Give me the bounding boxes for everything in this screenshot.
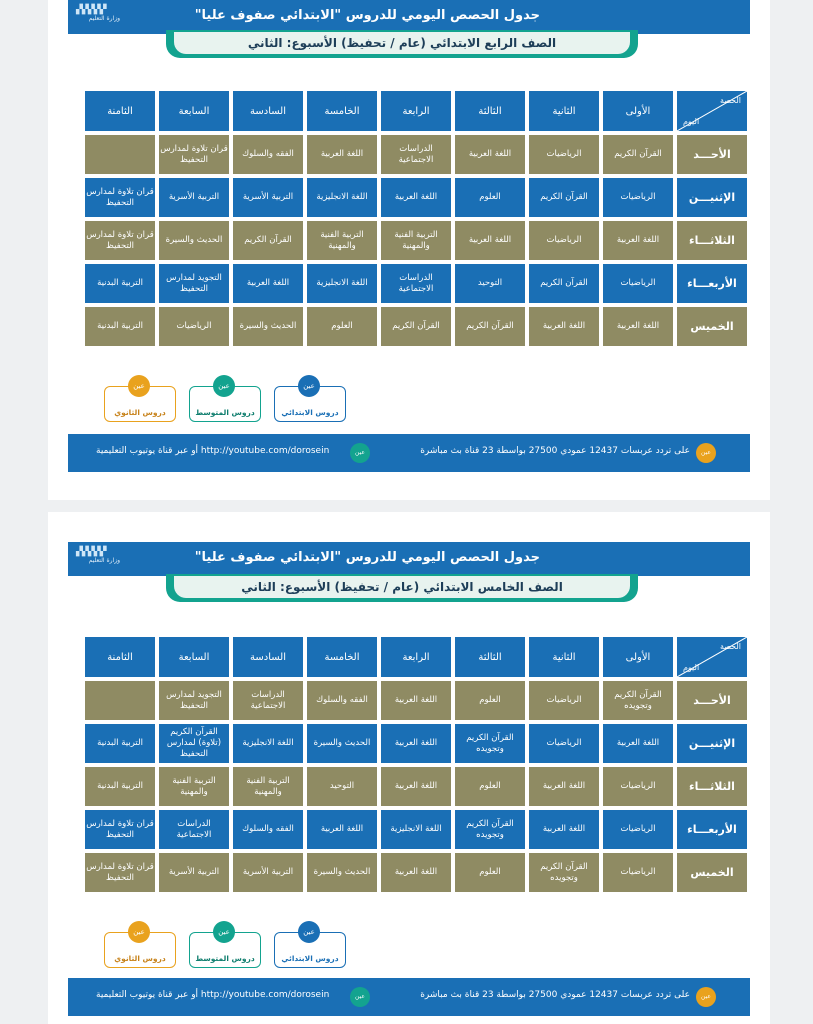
column-header: الثامنة bbox=[84, 636, 156, 678]
subject-cell: الفقه والسلوك bbox=[232, 809, 304, 850]
ein-orange-icon: عين bbox=[696, 443, 716, 463]
channel-logos bbox=[104, 924, 344, 968]
page-title: جدول الحصص اليومي للدروس "الابتدائي صفوف عليا" bbox=[194, 8, 540, 23]
header-bar bbox=[68, 0, 750, 34]
subject-cell: التوحيد bbox=[454, 263, 526, 304]
subject-cell: اللغة العربية bbox=[232, 263, 304, 304]
table-row bbox=[84, 177, 748, 218]
subject-cell: الرياضيات bbox=[602, 809, 674, 850]
subject-cell: القرآن الكريم bbox=[528, 177, 600, 218]
table-row bbox=[84, 766, 748, 807]
grade-title: الصف الرابع الابتدائي (عام / تحفيظ) الأسبوع: الثاني bbox=[174, 32, 630, 54]
ministry-mark-icon: ▞▞▞▞▞ bbox=[76, 5, 106, 15]
table-row bbox=[84, 809, 748, 850]
subject-cell: الدراسات الاجتماعية bbox=[158, 809, 230, 850]
column-header: السابعة bbox=[158, 636, 230, 678]
subject-cell: اللغة العربية bbox=[602, 723, 674, 764]
corner-cell bbox=[676, 90, 748, 132]
schedule-sheet-grade4 bbox=[48, 0, 770, 500]
ein-logo-icon: عين bbox=[128, 921, 150, 943]
subject-cell: التوحيد bbox=[306, 766, 378, 807]
table-row bbox=[84, 263, 748, 304]
subject-cell bbox=[84, 134, 156, 175]
subject-cell: الحديث والسيرة bbox=[158, 220, 230, 261]
subject-cell: التجويد لمدارس التحفيظ bbox=[158, 680, 230, 721]
subject-cell: اللغة الانجليزية bbox=[306, 263, 378, 304]
ein-teal-icon: عين bbox=[350, 443, 370, 463]
corner-day-label: اليوم bbox=[683, 663, 700, 672]
day-cell: الأحـــد bbox=[676, 134, 748, 175]
day-cell: الأحـــد bbox=[676, 680, 748, 721]
subject-cell: القرآن الكريم وتجويده bbox=[528, 852, 600, 893]
subject-cell: القرآن الكريم bbox=[380, 306, 452, 347]
corner-period-label: الحصة bbox=[719, 642, 741, 651]
subject-cell: التربية البدنية bbox=[84, 766, 156, 807]
subject-cell: قران تلاوة لمدارس التحفيظ bbox=[84, 809, 156, 850]
subject-cell: القرآن الكريم bbox=[528, 263, 600, 304]
corner-period-label: الحصة bbox=[719, 96, 741, 105]
day-cell: الأربعـــاء bbox=[676, 263, 748, 304]
subject-cell: اللغة العربية bbox=[380, 177, 452, 218]
secondary-logo bbox=[104, 928, 176, 968]
subject-cell: الرياضيات bbox=[602, 177, 674, 218]
table-header-row bbox=[84, 90, 748, 132]
column-header: الخامسة bbox=[306, 636, 378, 678]
subject-cell: اللغة العربية bbox=[528, 809, 600, 850]
grade-title: الصف الخامس الابتدائي (عام / تحفيظ) الأسبوع: الثاني bbox=[174, 576, 630, 598]
subject-cell: اللغة العربية bbox=[306, 809, 378, 850]
grade-banner bbox=[166, 30, 638, 58]
subject-cell: العلوم bbox=[454, 852, 526, 893]
ein-logo-icon: عين bbox=[213, 921, 235, 943]
table-row bbox=[84, 680, 748, 721]
frequency-text: على تردد عربسات 12437 عمودي 27500 بواسطة 23 قناة بث مباشرة bbox=[420, 990, 690, 1000]
day-cell: الأربعـــاء bbox=[676, 809, 748, 850]
subject-cell: الدراسات الاجتماعية bbox=[380, 263, 452, 304]
column-header: الثالثة bbox=[454, 636, 526, 678]
table-header-row bbox=[84, 636, 748, 678]
day-cell: الخميس bbox=[676, 306, 748, 347]
subject-cell: القرآن الكريم (تلاوة) لمدارس التحفيظ bbox=[158, 723, 230, 764]
middle-logo bbox=[189, 382, 261, 422]
corner-day-label: اليوم bbox=[683, 117, 700, 126]
column-header: السادسة bbox=[232, 636, 304, 678]
subject-cell: التربية الفنية والمهنية bbox=[158, 766, 230, 807]
subject-cell: قران تلاوة لمدارس التحفيظ bbox=[158, 134, 230, 175]
ministry-logo bbox=[76, 5, 120, 29]
subject-cell: الرياضيات bbox=[602, 766, 674, 807]
ein-logo-icon: عين bbox=[298, 921, 320, 943]
secondary-label: دروس الثانوي bbox=[114, 408, 166, 417]
subject-cell: الحديث والسيرة bbox=[306, 723, 378, 764]
header-bar bbox=[68, 542, 750, 576]
day-cell: الخميس bbox=[676, 852, 748, 893]
subject-cell: التربية الفنية والمهنية bbox=[306, 220, 378, 261]
day-cell: الثلاثـــاء bbox=[676, 766, 748, 807]
table-row bbox=[84, 134, 748, 175]
subject-cell: التربية الأسرية bbox=[158, 177, 230, 218]
grade-banner bbox=[166, 574, 638, 602]
ministry-name: وزارة التعليم bbox=[88, 557, 120, 564]
subject-cell: الرياضيات bbox=[158, 306, 230, 347]
corner-cell bbox=[676, 636, 748, 678]
primary-label: دروس الابتدائي bbox=[281, 408, 339, 417]
ein-orange-icon: عين bbox=[696, 987, 716, 1007]
table-row bbox=[84, 852, 748, 893]
middle-label: دروس المتوسط bbox=[195, 954, 255, 963]
column-header: الرابعة bbox=[380, 90, 452, 132]
subject-cell: اللغة العربية bbox=[454, 134, 526, 175]
subject-cell: التجويد لمدارس التحفيظ bbox=[158, 263, 230, 304]
column-header: الأولى bbox=[602, 90, 674, 132]
subject-cell: اللغة الانجليزية bbox=[380, 809, 452, 850]
subject-cell: قران تلاوة لمدارس التحفيظ bbox=[84, 852, 156, 893]
subject-cell: التربية البدنية bbox=[84, 306, 156, 347]
table-row bbox=[84, 723, 748, 764]
primary-logo bbox=[274, 382, 346, 422]
subject-cell: الدراسات الاجتماعية bbox=[380, 134, 452, 175]
column-header: الثانية bbox=[528, 636, 600, 678]
primary-label: دروس الابتدائي bbox=[281, 954, 339, 963]
subject-cell: العلوم bbox=[454, 177, 526, 218]
column-header: السابعة bbox=[158, 90, 230, 132]
primary-logo bbox=[274, 928, 346, 968]
day-cell: الثلاثـــاء bbox=[676, 220, 748, 261]
subject-cell: التربية البدنية bbox=[84, 263, 156, 304]
column-header: الأولى bbox=[602, 636, 674, 678]
subject-cell: القرآن الكريم bbox=[602, 134, 674, 175]
ministry-name: وزارة التعليم bbox=[88, 15, 120, 22]
table-row bbox=[84, 306, 748, 347]
subject-cell: اللغة العربية bbox=[454, 220, 526, 261]
channel-logos bbox=[104, 378, 344, 422]
subject-cell: القرآن الكريم وتجويده bbox=[602, 680, 674, 721]
ministry-logo bbox=[76, 547, 120, 571]
subject-cell: التربية الفنية والمهنية bbox=[232, 766, 304, 807]
table-row bbox=[84, 220, 748, 261]
subject-cell: العلوم bbox=[306, 306, 378, 347]
youtube-link[interactable]: http://youtube.com/dorosein أو عبر قناة يوتيوب التعليمية bbox=[96, 446, 330, 456]
subject-cell: اللغة العربية bbox=[380, 723, 452, 764]
schedule-table bbox=[82, 634, 750, 895]
subject-cell: الرياضيات bbox=[528, 680, 600, 721]
day-cell: الإثنيـــن bbox=[676, 177, 748, 218]
subject-cell: اللغة العربية bbox=[528, 306, 600, 347]
subject-cell: القرآن الكريم bbox=[454, 306, 526, 347]
subject-cell: العلوم bbox=[454, 766, 526, 807]
subject-cell: الرياضيات bbox=[528, 220, 600, 261]
footer-bar bbox=[68, 978, 750, 1016]
subject-cell: اللغة العربية bbox=[602, 306, 674, 347]
subject-cell: اللغة العربية bbox=[528, 766, 600, 807]
subject-cell: الحديث والسيرة bbox=[232, 306, 304, 347]
schedule-sheet-grade5 bbox=[48, 512, 770, 1024]
subject-cell: التربية الفنية والمهنية bbox=[380, 220, 452, 261]
subject-cell: قران تلاوة لمدارس التحفيظ bbox=[84, 177, 156, 218]
page-title: جدول الحصص اليومي للدروس "الابتدائي صفوف عليا" bbox=[194, 550, 540, 565]
subject-cell: القرآن الكريم وتجويده bbox=[454, 723, 526, 764]
subject-cell: اللغة الانجليزية bbox=[232, 723, 304, 764]
subject-cell: قران تلاوة لمدارس التحفيظ bbox=[84, 220, 156, 261]
youtube-link[interactable]: http://youtube.com/dorosein أو عبر قناة يوتيوب التعليمية bbox=[96, 990, 330, 1000]
subject-cell: اللغة الانجليزية bbox=[306, 177, 378, 218]
ein-logo-icon: عين bbox=[213, 375, 235, 397]
subject-cell: القرآن الكريم وتجويده bbox=[454, 809, 526, 850]
subject-cell bbox=[84, 680, 156, 721]
column-header: الثانية bbox=[528, 90, 600, 132]
ministry-mark-icon: ▞▞▞▞▞ bbox=[76, 547, 106, 557]
column-header: الرابعة bbox=[380, 636, 452, 678]
middle-logo bbox=[189, 928, 261, 968]
column-header: الثامنة bbox=[84, 90, 156, 132]
secondary-logo bbox=[104, 382, 176, 422]
ein-teal-icon: عين bbox=[350, 987, 370, 1007]
subject-cell: اللغة العربية bbox=[380, 766, 452, 807]
frequency-text: على تردد عربسات 12437 عمودي 27500 بواسطة 23 قناة بث مباشرة bbox=[420, 446, 690, 456]
subject-cell: التربية الأسرية bbox=[158, 852, 230, 893]
subject-cell: الحديث والسيرة bbox=[306, 852, 378, 893]
secondary-label: دروس الثانوي bbox=[114, 954, 166, 963]
subject-cell: الفقه والسلوك bbox=[232, 134, 304, 175]
ein-logo-icon: عين bbox=[298, 375, 320, 397]
subject-cell: التربية الأسرية bbox=[232, 852, 304, 893]
subject-cell: اللغة العربية bbox=[380, 852, 452, 893]
subject-cell: الرياضيات bbox=[528, 723, 600, 764]
subject-cell: القرآن الكريم bbox=[232, 220, 304, 261]
subject-cell: العلوم bbox=[454, 680, 526, 721]
column-header: الخامسة bbox=[306, 90, 378, 132]
footer-bar bbox=[68, 434, 750, 472]
middle-label: دروس المتوسط bbox=[195, 408, 255, 417]
subject-cell: اللغة العربية bbox=[306, 134, 378, 175]
column-header: الثالثة bbox=[454, 90, 526, 132]
subject-cell: الرياضيات bbox=[528, 134, 600, 175]
subject-cell: التربية البدنية bbox=[84, 723, 156, 764]
subject-cell: اللغة العربية bbox=[380, 680, 452, 721]
column-header: السادسة bbox=[232, 90, 304, 132]
ein-logo-icon: عين bbox=[128, 375, 150, 397]
subject-cell: الدراسات الاجتماعية bbox=[232, 680, 304, 721]
schedule-table bbox=[82, 88, 750, 349]
subject-cell: الرياضيات bbox=[602, 852, 674, 893]
subject-cell: الفقه والسلوك bbox=[306, 680, 378, 721]
subject-cell: اللغة العربية bbox=[602, 220, 674, 261]
subject-cell: التربية الأسرية bbox=[232, 177, 304, 218]
subject-cell: الرياضيات bbox=[602, 263, 674, 304]
day-cell: الإثنيـــن bbox=[676, 723, 748, 764]
